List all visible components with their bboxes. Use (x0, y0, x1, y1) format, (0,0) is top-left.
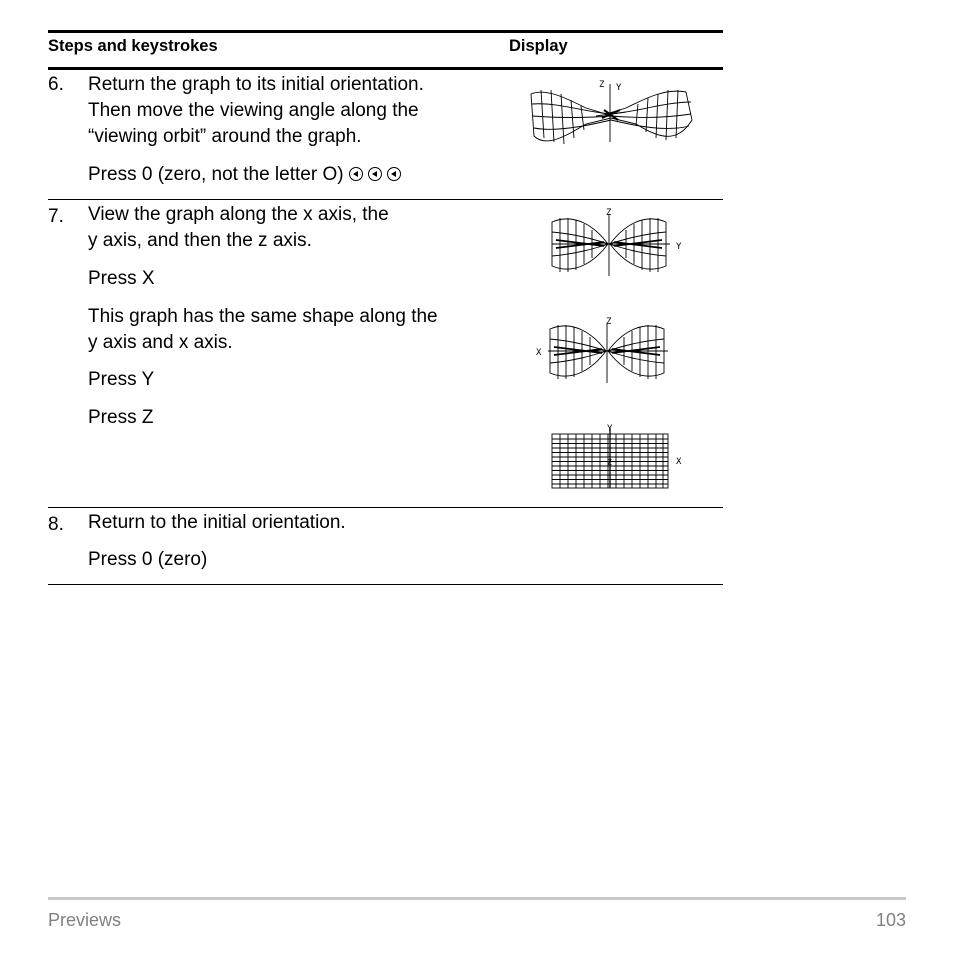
press-x-text: Press X (88, 268, 155, 289)
along-z-x-axis-label: X (676, 457, 682, 467)
column-header-steps: Steps and keystrokes (48, 37, 218, 55)
footer-section-name: Previews (48, 910, 122, 930)
step-number: 8. (48, 514, 64, 535)
footer-rule (48, 897, 906, 900)
step-text-line: Then move the viewing angle along the (88, 100, 419, 121)
along-z-z-axis-label: Z (607, 458, 612, 467)
along-y-graph-screen (534, 315, 674, 385)
orbit-y-axis-label: Y (616, 83, 622, 93)
orbit-z-axis-label: Z (599, 80, 605, 90)
along-z-graph-screen (546, 422, 690, 492)
left-arrow-key-icon (387, 167, 401, 181)
left-arrow-key-icon (349, 167, 363, 181)
column-header-display: Display (509, 37, 568, 55)
orbit-graph-screen (526, 76, 696, 152)
along-x-graph-screen (546, 206, 690, 278)
along-x-y-axis-label: Y (676, 242, 682, 252)
step-number: 6. (48, 74, 64, 95)
press-z-text: Press Z (88, 407, 154, 428)
step-text-line: Return the graph to its initial orientation. (88, 74, 424, 95)
step-text-line: Return to the initial orientation. (88, 512, 346, 533)
step-number: 7. (48, 206, 64, 227)
along-x-z-axis-label: Z (606, 208, 612, 218)
table-top-rule (48, 30, 723, 33)
note-text-line: This graph has the same shape along the (88, 306, 438, 327)
step-text-line: View the graph along the x axis, the (88, 204, 389, 225)
row-divider (48, 507, 723, 508)
note-text-line: y axis and x axis. (88, 332, 233, 353)
along-y-x-axis-label: X (536, 348, 542, 358)
row-divider (48, 199, 723, 200)
page-number: 103 (875, 910, 906, 930)
header-bottom-rule (48, 67, 723, 70)
left-arrow-key-icon (368, 167, 382, 181)
press-y-text: Press Y (88, 369, 155, 390)
along-y-z-axis-label: Z (606, 317, 612, 327)
keystroke-line (88, 162, 401, 189)
along-z-y-axis-label: Y (607, 424, 613, 434)
step-text-line: “viewing orbit” around the graph. (88, 126, 362, 147)
keystroke-text: Press 0 (zero) (88, 549, 208, 570)
step-text-line: y axis, and then the z axis. (88, 230, 312, 251)
table-bottom-rule (48, 584, 723, 585)
keystroke-text: Press 0 (zero, not the letter O) (88, 164, 344, 185)
